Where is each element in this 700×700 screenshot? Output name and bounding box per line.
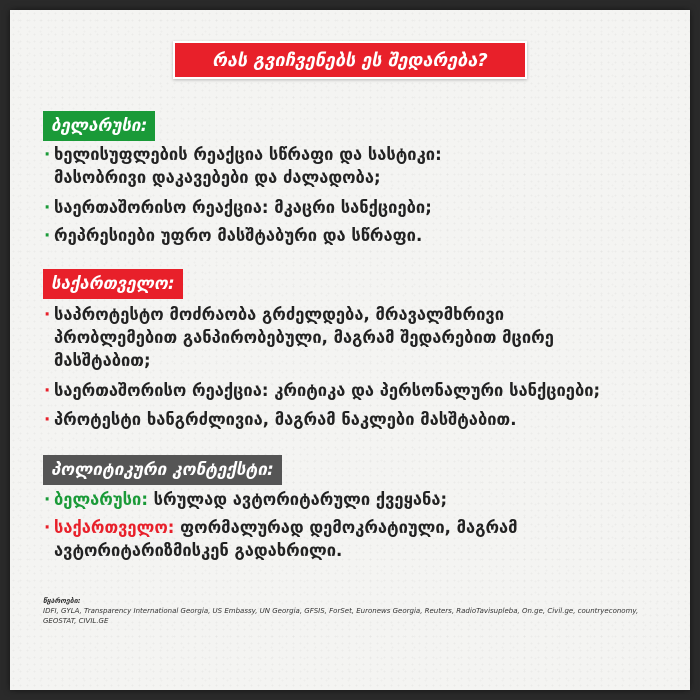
bullet-icon: · — [44, 410, 51, 429]
item-text: პრობლემებით განპირობებული, მაგრამ შედარებით მცირე — [54, 328, 554, 347]
context-heading: პოლიტიკური კონტექსტი: — [43, 455, 282, 485]
item-text: საპროტესტო მოძრაობა გრძელდება, მრავალმხრივი — [54, 305, 504, 324]
item-text: პროტესტი ხანგრძლივია, მაგრამ ნაკლები მასშტაბით. — [54, 410, 517, 429]
item-text: საერთაშორისო რეაქცია: მკაცრი სანქციები; — [54, 198, 432, 217]
list-item — [44, 516, 674, 562]
bullet-icon: · — [44, 226, 51, 245]
bullet-icon: · — [44, 305, 51, 324]
country-label-georgia: საქართველო: — [54, 518, 175, 537]
bullet-icon: · — [44, 198, 51, 217]
georgia-heading: საქართველო: — [43, 269, 183, 299]
item-text: სრულად ავტორიტარული ქვეყანა; — [147, 490, 448, 509]
country-label-belarus: ბელარუსი: — [54, 490, 148, 509]
item-text: ფორმალურად დემოკრატიული, მაგრამ — [174, 518, 518, 537]
bullet-icon: · — [44, 518, 51, 537]
list-item — [44, 408, 674, 431]
belarus-heading: ბელარუსი: — [43, 111, 155, 141]
list-item — [44, 303, 674, 372]
item-text: მასობრივი დაკავებები და ძალადობა; — [54, 168, 381, 187]
sources-title: წყაროები: — [43, 597, 81, 605]
sources-text: IDFI, GYLA, Transparency International Georgia, US Embassy, UN Georgia, GFSIS, ForSet, Euronews Georgia, Reuters, RadioTavisupleba, On.ge, Civil.ge, countryeconomy, GEOSTAT, CIVIL.GE — [43, 607, 639, 625]
list-item — [44, 196, 674, 219]
sources — [43, 596, 673, 626]
item-text: ავტორიტარიზმისკენ გადახრილი. — [54, 541, 343, 560]
item-text: ხელისუფლების რეაქცია სწრაფი და სასტიკი: — [54, 145, 442, 164]
list-item — [44, 379, 674, 402]
item-text: რეპრესიები უფრო მასშტაბური და სწრაფი. — [54, 226, 423, 245]
bullet-icon: · — [44, 490, 51, 509]
bullet-icon: · — [44, 381, 51, 400]
page-title: რას გვიჩვენებს ეს შედარება? — [173, 41, 527, 79]
item-text: მასშტაბით; — [54, 351, 151, 370]
list-item — [44, 488, 674, 511]
item-text: საერთაშორისო რეაქცია: კრიტიკა და პერსონალური სანქციები; — [54, 381, 601, 400]
list-item — [44, 224, 674, 247]
list-item — [44, 143, 674, 189]
bullet-icon: · — [44, 145, 51, 164]
